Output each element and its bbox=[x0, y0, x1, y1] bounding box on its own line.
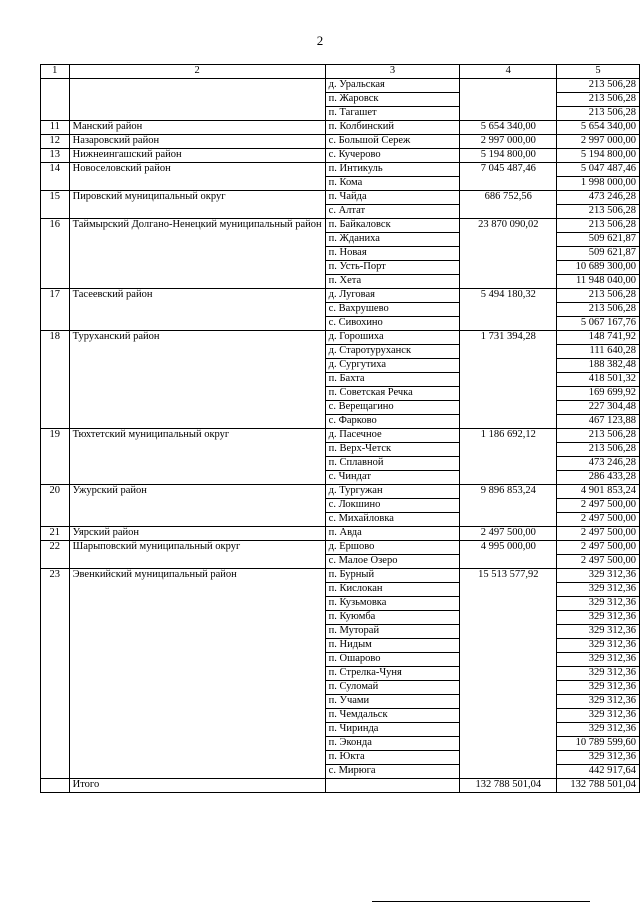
settlement-cell: п. Кузьмовка bbox=[325, 597, 460, 611]
settlement-amount-cell: 111 640,28 bbox=[557, 345, 640, 359]
district-name-cell: Таймырский Долгано-Ненецкий муниципальный район bbox=[69, 219, 325, 289]
settlement-cell: п. Интикуль bbox=[325, 163, 460, 177]
settlement-amount-cell: 442 917,64 bbox=[557, 765, 640, 779]
settlement-cell: п. Хета bbox=[325, 275, 460, 289]
settlement-amount-cell: 5 654 340,00 bbox=[557, 121, 640, 135]
settlement-cell: п. Кома bbox=[325, 177, 460, 191]
column-header: 3 bbox=[325, 65, 460, 79]
settlement-cell: с. Фарково bbox=[325, 415, 460, 429]
settlement-cell: п. Чиринда bbox=[325, 723, 460, 737]
district-name-cell: Туруханский район bbox=[69, 331, 325, 429]
settlement-cell: п. Чайда bbox=[325, 191, 460, 205]
settlement-cell: д. Пасечное bbox=[325, 429, 460, 443]
district-name-cell bbox=[69, 79, 325, 121]
district-total-cell: 7 045 487,46 bbox=[460, 163, 557, 191]
settlement-amount-cell: 329 312,36 bbox=[557, 751, 640, 765]
column-header: 4 bbox=[460, 65, 557, 79]
settlement-cell: с. Алтат bbox=[325, 205, 460, 219]
settlement-amount-cell: 329 312,36 bbox=[557, 583, 640, 597]
settlement-amount-cell: 1 998 000,00 bbox=[557, 177, 640, 191]
settlement-amount-cell: 329 312,36 bbox=[557, 625, 640, 639]
table-row bbox=[41, 569, 640, 583]
row-number-cell: 19 bbox=[41, 429, 70, 485]
row-number-cell: 16 bbox=[41, 219, 70, 289]
district-total-cell: 5 194 800,00 bbox=[460, 149, 557, 163]
settlement-amount-cell: 213 506,28 bbox=[557, 79, 640, 93]
settlement-amount-cell: 2 497 500,00 bbox=[557, 499, 640, 513]
settlement-cell: д. Луговая bbox=[325, 289, 460, 303]
footer-line bbox=[372, 901, 590, 902]
settlement-amount-cell: 467 123,88 bbox=[557, 415, 640, 429]
district-name-cell: Новоселовский район bbox=[69, 163, 325, 191]
district-total-cell: 2 997 000,00 bbox=[460, 135, 557, 149]
district-name-cell: Пировский муниципальный округ bbox=[69, 191, 325, 219]
settlement-cell: п. Муторай bbox=[325, 625, 460, 639]
row-number-cell: 11 bbox=[41, 121, 70, 135]
table-row bbox=[41, 149, 640, 163]
settlement-cell: с. Чиндат bbox=[325, 471, 460, 485]
settlement-cell: п. Советская Речка bbox=[325, 387, 460, 401]
settlement-amount-cell: 329 312,36 bbox=[557, 681, 640, 695]
total-blank-cell bbox=[325, 779, 460, 793]
settlement-cell: п. Бахта bbox=[325, 373, 460, 387]
row-number-cell: 13 bbox=[41, 149, 70, 163]
table-row bbox=[41, 219, 640, 233]
settlement-amount-cell: 329 312,36 bbox=[557, 569, 640, 583]
settlement-amount-cell: 10 789 599,60 bbox=[557, 737, 640, 751]
column-header: 5 bbox=[557, 65, 640, 79]
settlement-cell: с. Мирюга bbox=[325, 765, 460, 779]
settlement-amount-cell: 286 433,28 bbox=[557, 471, 640, 485]
settlement-cell: с. Большой Сереж bbox=[325, 135, 460, 149]
settlement-amount-cell: 329 312,36 bbox=[557, 597, 640, 611]
settlement-cell: п. Ошарово bbox=[325, 653, 460, 667]
district-name-cell: Тасеевский район bbox=[69, 289, 325, 331]
settlement-cell: п. Стрелка-Чуня bbox=[325, 667, 460, 681]
district-name-cell: Эвенкийский муниципальный район bbox=[69, 569, 325, 779]
row-number-cell: 22 bbox=[41, 541, 70, 569]
settlement-cell: п. Жаровск bbox=[325, 93, 460, 107]
district-name-cell: Нижнеингашский район bbox=[69, 149, 325, 163]
row-number-cell: 14 bbox=[41, 163, 70, 191]
settlement-cell: п. Чемдальск bbox=[325, 709, 460, 723]
settlement-amount-cell: 2 497 500,00 bbox=[557, 513, 640, 527]
settlement-amount-cell: 2 497 500,00 bbox=[557, 555, 640, 569]
settlement-amount-cell: 329 312,36 bbox=[557, 639, 640, 653]
district-name-cell: Назаровский район bbox=[69, 135, 325, 149]
allocation-table bbox=[40, 64, 640, 793]
settlement-cell: д. Ершово bbox=[325, 541, 460, 555]
table-row bbox=[41, 527, 640, 541]
settlement-cell: д. Сургутиха bbox=[325, 359, 460, 373]
settlement-amount-cell: 329 312,36 bbox=[557, 723, 640, 737]
settlement-amount-cell: 473 246,28 bbox=[557, 457, 640, 471]
district-total-cell: 15 513 577,92 bbox=[460, 569, 557, 779]
row-number-cell bbox=[41, 79, 70, 121]
settlement-cell: п. Верх-Четск bbox=[325, 443, 460, 457]
settlement-amount-cell: 213 506,28 bbox=[557, 205, 640, 219]
settlement-amount-cell: 5 067 167,76 bbox=[557, 317, 640, 331]
settlement-amount-cell: 2 497 500,00 bbox=[557, 541, 640, 555]
settlement-cell: п. Сплавной bbox=[325, 457, 460, 471]
settlement-amount-cell: 4 901 853,24 bbox=[557, 485, 640, 499]
settlement-amount-cell: 11 948 040,00 bbox=[557, 275, 640, 289]
settlement-cell: п. Авда bbox=[325, 527, 460, 541]
settlement-cell: п. Бурный bbox=[325, 569, 460, 583]
total-col5-value: 132 788 501,04 bbox=[557, 779, 640, 793]
total-row bbox=[41, 779, 640, 793]
settlement-cell: д. Горошиха bbox=[325, 331, 460, 345]
settlement-cell: п. Усть-Порт bbox=[325, 261, 460, 275]
settlement-cell: д. Старотуруханск bbox=[325, 345, 460, 359]
settlement-amount-cell: 329 312,36 bbox=[557, 653, 640, 667]
total-col4-value: 132 788 501,04 bbox=[460, 779, 557, 793]
table-row bbox=[41, 429, 640, 443]
district-total-cell: 686 752,56 bbox=[460, 191, 557, 219]
settlement-amount-cell: 169 699,92 bbox=[557, 387, 640, 401]
settlement-cell: п. Тагашет bbox=[325, 107, 460, 121]
settlement-amount-cell: 213 506,28 bbox=[557, 93, 640, 107]
settlement-amount-cell: 5 047 487,46 bbox=[557, 163, 640, 177]
district-total-cell: 1 186 692,12 bbox=[460, 429, 557, 485]
district-name-cell: Тюхтетский муниципальный округ bbox=[69, 429, 325, 485]
settlement-cell: п. Учами bbox=[325, 695, 460, 709]
settlement-amount-cell: 148 741,92 bbox=[557, 331, 640, 345]
settlement-cell: д. Тургужан bbox=[325, 485, 460, 499]
district-name-cell: Уярский район bbox=[69, 527, 325, 541]
page-number: 2 bbox=[316, 33, 324, 48]
row-number-cell: 18 bbox=[41, 331, 70, 429]
row-number-cell: 17 bbox=[41, 289, 70, 331]
settlement-amount-cell: 2 997 000,00 bbox=[557, 135, 640, 149]
district-total-cell: 1 731 394,28 bbox=[460, 331, 557, 429]
settlement-cell: с. Верещагино bbox=[325, 401, 460, 415]
column-header: 2 bbox=[69, 65, 325, 79]
row-number-cell: 20 bbox=[41, 485, 70, 527]
table-row bbox=[41, 163, 640, 177]
settlement-cell: п. Нидым bbox=[325, 639, 460, 653]
settlement-amount-cell: 329 312,36 bbox=[557, 667, 640, 681]
settlement-cell: с. Михайловка bbox=[325, 513, 460, 527]
settlement-amount-cell: 213 506,28 bbox=[557, 289, 640, 303]
district-name-cell: Ужурский район bbox=[69, 485, 325, 527]
settlement-cell: п. Суломай bbox=[325, 681, 460, 695]
settlement-amount-cell: 213 506,28 bbox=[557, 443, 640, 457]
settlement-amount-cell: 329 312,36 bbox=[557, 611, 640, 625]
settlement-amount-cell: 329 312,36 bbox=[557, 695, 640, 709]
settlement-cell: п. Кислокан bbox=[325, 583, 460, 597]
settlement-cell: п. Куюмба bbox=[325, 611, 460, 625]
settlement-amount-cell: 10 689 300,00 bbox=[557, 261, 640, 275]
settlement-amount-cell: 213 506,28 bbox=[557, 303, 640, 317]
settlement-amount-cell: 213 506,28 bbox=[557, 107, 640, 121]
total-label: Итого bbox=[69, 779, 325, 793]
table-row bbox=[41, 541, 640, 555]
settlement-amount-cell: 473 246,28 bbox=[557, 191, 640, 205]
district-total-cell: 5 494 180,32 bbox=[460, 289, 557, 331]
table-row bbox=[41, 191, 640, 205]
district-total-cell: 2 497 500,00 bbox=[460, 527, 557, 541]
row-number-cell: 15 bbox=[41, 191, 70, 219]
column-header: 1 bbox=[41, 65, 70, 79]
settlement-cell: п. Эконда bbox=[325, 737, 460, 751]
settlement-amount-cell: 213 506,28 bbox=[557, 429, 640, 443]
settlement-cell: с. Локшино bbox=[325, 499, 460, 513]
settlement-cell: п. Жданиха bbox=[325, 233, 460, 247]
district-total-cell bbox=[460, 79, 557, 121]
district-name-cell: Шарыповский муниципальный округ bbox=[69, 541, 325, 569]
settlement-cell: д. Уральская bbox=[325, 79, 460, 93]
settlement-cell: с. Малое Озеро bbox=[325, 555, 460, 569]
row-number-cell: 23 bbox=[41, 569, 70, 779]
settlement-amount-cell: 509 621,87 bbox=[557, 233, 640, 247]
settlement-cell: с. Сивохино bbox=[325, 317, 460, 331]
row-number-cell: 21 bbox=[41, 527, 70, 541]
settlement-amount-cell: 509 621,87 bbox=[557, 247, 640, 261]
district-total-cell: 5 654 340,00 bbox=[460, 121, 557, 135]
table-row bbox=[41, 135, 640, 149]
settlement-cell: п. Колбинский bbox=[325, 121, 460, 135]
settlement-cell: п. Юкта bbox=[325, 751, 460, 765]
row-number-cell: 12 bbox=[41, 135, 70, 149]
settlement-amount-cell: 188 382,48 bbox=[557, 359, 640, 373]
total-number-cell bbox=[41, 779, 70, 793]
settlement-cell: с. Кучерово bbox=[325, 149, 460, 163]
settlement-amount-cell: 418 501,32 bbox=[557, 373, 640, 387]
column-header-row bbox=[41, 65, 640, 79]
settlement-amount-cell: 329 312,36 bbox=[557, 709, 640, 723]
settlement-cell: п. Новая bbox=[325, 247, 460, 261]
settlement-amount-cell: 213 506,28 bbox=[557, 219, 640, 233]
settlement-amount-cell: 2 497 500,00 bbox=[557, 527, 640, 541]
settlement-amount-cell: 227 304,48 bbox=[557, 401, 640, 415]
table-row bbox=[41, 289, 640, 303]
table-row bbox=[41, 121, 640, 135]
settlement-amount-cell: 5 194 800,00 bbox=[557, 149, 640, 163]
settlement-cell: п. Байкаловск bbox=[325, 219, 460, 233]
district-total-cell: 23 870 090,02 bbox=[460, 219, 557, 289]
district-name-cell: Манский район bbox=[69, 121, 325, 135]
table-row bbox=[41, 485, 640, 499]
table-row bbox=[41, 79, 640, 93]
settlement-cell: с. Вахрушево bbox=[325, 303, 460, 317]
table-row bbox=[41, 331, 640, 345]
district-total-cell: 9 896 853,24 bbox=[460, 485, 557, 527]
district-total-cell: 4 995 000,00 bbox=[460, 541, 557, 569]
